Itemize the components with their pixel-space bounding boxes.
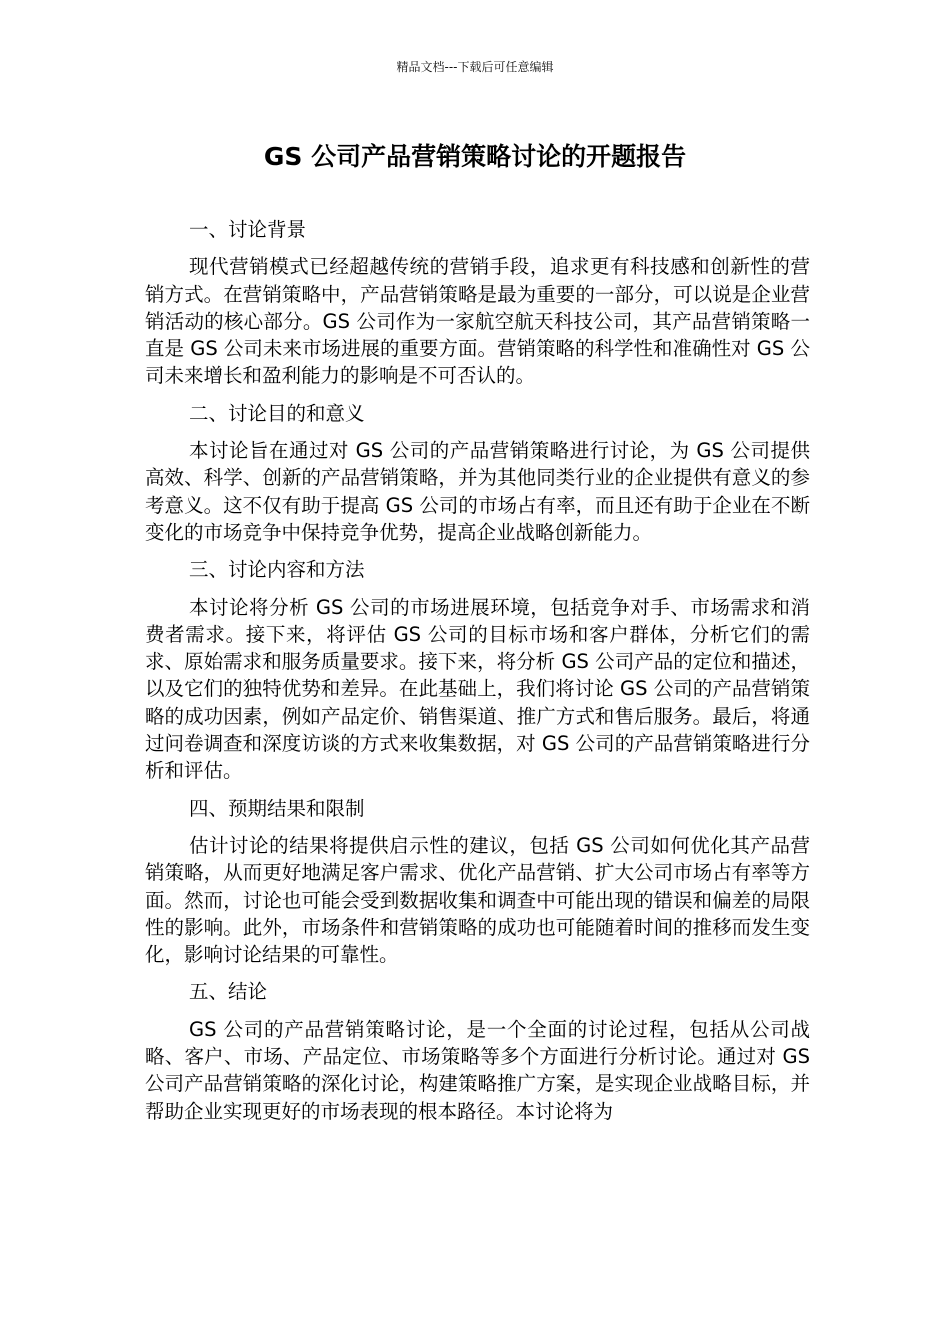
section-heading: 五、结论: [189, 980, 268, 1004]
document-title: GS 公司产品营销策略讨论的开题报告: [263, 142, 687, 171]
section-background: [145, 216, 810, 390]
section-expected-results: [145, 795, 810, 969]
section-heading: 三、讨论内容和方法: [189, 558, 365, 582]
section-heading: 二、讨论目的和意义: [189, 401, 365, 425]
section-heading: 四、预期结果和限制: [189, 796, 365, 820]
document-body: [145, 216, 810, 1135]
section-paragraph: 估计讨论的结果将提供启示性的建议，包括 GS 公司如何优化其产品营销策略，从而更好地满足客户需求、优化产品营销、扩大公司市场占有率等方面。然而，讨论也可能会受到数据收集和调查中可能出现的错误和偏差的局限性的影响。此外，市场条件和营销策略的成功也可能随着时间的推移而发生变化，影响讨论结果的可靠性。: [145, 833, 810, 967]
section-purpose: [145, 400, 810, 546]
header-note: 精品文档---下载后可任意编辑: [396, 60, 554, 74]
section-conclusion: [145, 978, 810, 1124]
section-heading: 一、讨论背景: [189, 218, 307, 241]
section-paragraph: 本讨论旨在通过对 GS 公司的产品营销策略进行讨论，为 GS 公司提供高效、科学、创新的产品营销策略，并为其他同类行业的企业提供有意义的参考意义。这不仅有助于提高 GS 公司的市场占有率，而且还有助于企业在不断变化的市场竞争中保持竞争优势，提高企业战略创新能力。: [145, 439, 810, 544]
section-paragraph: 现代营销模式已经超越传统的营销手段，追求更有科技感和创新性的营销方式。在营销策略中，产品营销策略是最为重要的一部分，可以说是企业营销活动的核心部分。GS 公司作为一家航空航天科技公司，其产品营销策略一直是 GS 公司未来市场进展的重要方面。营销策略的科学性和准确性对 GS 公司未来增长和盈利能力的影响是不可否认的。: [145, 255, 810, 388]
section-paragraph: 本讨论将分析 GS 公司的市场进展环境，包括竞争对手、市场需求和消费者需求。接下来，将评估 GS 公司的目标市场和客户群体，分析它们的需求、原始需求和服务质量要求。接下来，将分析 GS 公司产品的定位和描述，以及它们的独特优势和差异。在此基础上，我们将讨论 GS 公司的产品营销策略的成功因素，例如产品定价、销售渠道、推广方式和售后服务。最后，将通过问卷调查和深度访谈的方式来收集数据，对 GS 公司的产品营销策略进行分析和评估。: [145, 595, 810, 783]
section-paragraph: GS 公司的产品营销策略讨论，是一个全面的讨论过程，包括从公司战略、客户、市场、产品定位、市场策略等多个方面进行分析讨论。通过对 GS 公司产品营销策略的深化讨论，构建策略推广方案，是实现企业战略目标，并帮助企业实现更好的市场表现的根本路径。本讨论将为: [145, 1017, 810, 1123]
section-content-method: [145, 556, 810, 784]
